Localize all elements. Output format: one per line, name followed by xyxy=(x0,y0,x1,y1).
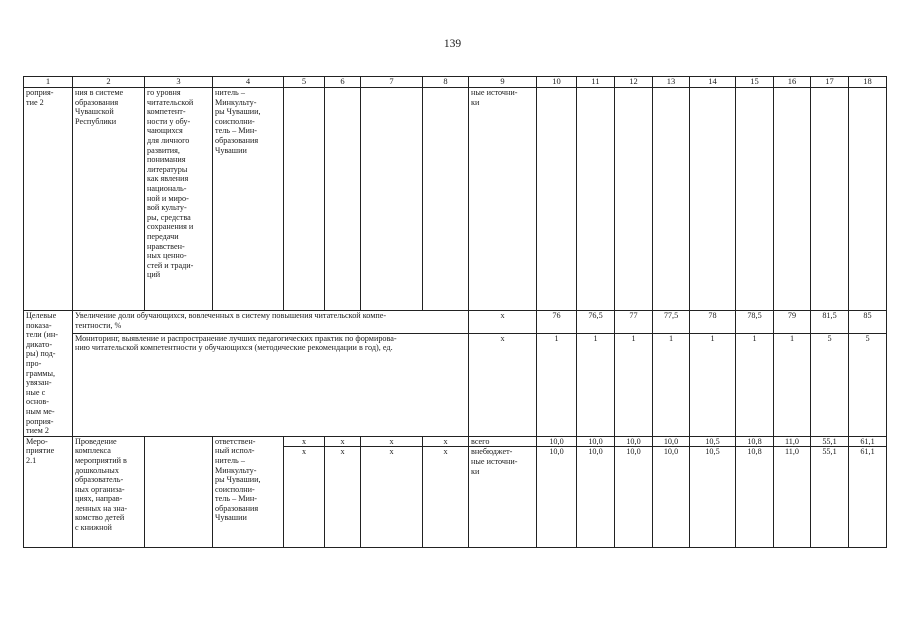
measure-description-cell: ния в системе образования Чувашской Республики xyxy=(73,88,145,311)
indicator-value-cell: 1 xyxy=(774,333,811,436)
measure-description-cell: Проведение комплекса мероприятий в дошкольных образователь- ных организа- циях, направ- ленных на зна- комство детей с книжной xyxy=(73,436,145,548)
code-cell: x xyxy=(423,447,469,548)
amount-cell: 11,0 xyxy=(774,436,811,447)
column-number-cell: 12 xyxy=(615,77,653,88)
indicators-label-cell: Целевые показа- тели (ин- дикато- ры) под- про- граммы, увязан- ные с основ- ным ме- роприя- тием 2 xyxy=(24,311,73,437)
amount-cell: 55,1 xyxy=(811,436,849,447)
empty-cell xyxy=(811,88,849,311)
measure-total-row xyxy=(24,436,887,447)
column-number-cell: 4 xyxy=(213,77,284,88)
code-cell: x xyxy=(423,436,469,447)
column-number-cell: 1 xyxy=(24,77,73,88)
indicator-value-cell: 77,5 xyxy=(653,311,690,334)
amount-cell: 10,5 xyxy=(690,436,736,447)
amount-cell: 10,0 xyxy=(537,436,577,447)
funding-source-cell: ные источни- ки xyxy=(469,88,537,311)
indicator-value-cell: 78 xyxy=(690,311,736,334)
empty-cell xyxy=(774,88,811,311)
responsible-cell: ответствен- ный испол- нитель – Минкульту- ры Чувашии, соисполни- тель – Мин- образования Чувашии xyxy=(213,436,284,548)
amount-cell: 10,8 xyxy=(736,436,774,447)
column-number-cell: 13 xyxy=(653,77,690,88)
continued-measure-row xyxy=(24,88,887,311)
indicator-text-cell: Мониторинг, выявление и распространение лучших педагогических практик по формирова- нию читательской компетентности у обучающихся (методические рекомендации в год), ед. xyxy=(73,333,469,436)
column-number-cell: 8 xyxy=(423,77,469,88)
empty-cell xyxy=(615,88,653,311)
empty-cell xyxy=(849,88,887,311)
empty-cell xyxy=(537,88,577,311)
empty-cell xyxy=(577,88,615,311)
amount-cell: 10,0 xyxy=(537,447,577,548)
column-number-cell: 6 xyxy=(325,77,361,88)
column-number-cell: 2 xyxy=(73,77,145,88)
amount-cell: 61,1 xyxy=(849,436,887,447)
indicator-source-cell: x xyxy=(469,333,537,436)
column-number-cell: 14 xyxy=(690,77,736,88)
code-cell: x xyxy=(284,447,325,548)
empty-cell xyxy=(653,88,690,311)
indicator-value-cell: 1 xyxy=(736,333,774,436)
indicator-value-cell: 1 xyxy=(690,333,736,436)
code-cell: x xyxy=(361,447,423,548)
amount-cell: 10,0 xyxy=(615,447,653,548)
funding-source-cell: внебюджет- ные источни- ки xyxy=(469,447,537,548)
empty-cell xyxy=(690,88,736,311)
code-cell: x xyxy=(325,447,361,548)
column-number-cell: 3 xyxy=(145,77,213,88)
indicator-value-cell: 81,5 xyxy=(811,311,849,334)
amount-cell: 55,1 xyxy=(811,447,849,548)
indicator-value-cell: 85 xyxy=(849,311,887,334)
column-number-row xyxy=(24,77,887,88)
column-number-cell: 15 xyxy=(736,77,774,88)
empty-cell xyxy=(325,88,361,311)
code-cell: x xyxy=(325,436,361,447)
amount-cell: 10,5 xyxy=(690,447,736,548)
indicator-value-cell: 76 xyxy=(537,311,577,334)
amount-cell: 10,0 xyxy=(653,436,690,447)
indicator-value-cell: 1 xyxy=(653,333,690,436)
indicator-value-cell: 78,5 xyxy=(736,311,774,334)
indicator-text-cell: Увеличение доли обучающихся, вовлеченных в систему повышения читательской компе- тентности, % xyxy=(73,311,469,334)
indicator-value-cell: 5 xyxy=(849,333,887,436)
measure-name-cell: Меро- приятие 2.1 xyxy=(24,436,73,548)
code-cell: x xyxy=(361,436,423,447)
indicator-value-cell: 79 xyxy=(774,311,811,334)
measure-name-cell: роприя- тие 2 xyxy=(24,88,73,311)
indicator-row xyxy=(24,311,887,334)
amount-cell: 10,0 xyxy=(577,447,615,548)
indicator-value-cell: 1 xyxy=(615,333,653,436)
amount-cell: 10,0 xyxy=(577,436,615,447)
column-number-cell: 5 xyxy=(284,77,325,88)
code-cell: x xyxy=(284,436,325,447)
expected-result-cell: го уровня читательской компетент- ности у обу- чающихся для личного развития, понимания литературы как явления националь- ной и миро- вой культу- ры, средства сохранения и передачи нравствен- ных ценно- стей и тради- ций xyxy=(145,88,213,311)
column-number-cell: 11 xyxy=(577,77,615,88)
empty-cell xyxy=(736,88,774,311)
amount-cell: 11,0 xyxy=(774,447,811,548)
amount-cell: 10,0 xyxy=(615,436,653,447)
column-number-cell: 16 xyxy=(774,77,811,88)
expected-result-cell xyxy=(145,436,213,548)
empty-cell xyxy=(423,88,469,311)
indicator-value-cell: 77 xyxy=(615,311,653,334)
empty-cell xyxy=(361,88,423,311)
program-table xyxy=(23,76,887,548)
amount-cell: 10,0 xyxy=(653,447,690,548)
column-number-cell: 18 xyxy=(849,77,887,88)
funding-source-cell: всего xyxy=(469,436,537,447)
amount-cell: 10,8 xyxy=(736,447,774,548)
indicator-value-cell: 1 xyxy=(577,333,615,436)
responsible-cell: нитель – Минкульту- ры Чувашии, соисполни- тель – Мин- образования Чувашии xyxy=(213,88,284,311)
column-number-cell: 7 xyxy=(361,77,423,88)
page-number: 139 xyxy=(443,38,462,50)
indicator-value-cell: 1 xyxy=(537,333,577,436)
column-number-cell: 9 xyxy=(469,77,537,88)
indicator-source-cell: x xyxy=(469,311,537,334)
indicator-value-cell: 76,5 xyxy=(577,311,615,334)
amount-cell: 61,1 xyxy=(849,447,887,548)
indicator-row xyxy=(24,333,887,436)
indicator-value-cell: 5 xyxy=(811,333,849,436)
empty-cell xyxy=(284,88,325,311)
column-number-cell: 10 xyxy=(537,77,577,88)
column-number-cell: 17 xyxy=(811,77,849,88)
